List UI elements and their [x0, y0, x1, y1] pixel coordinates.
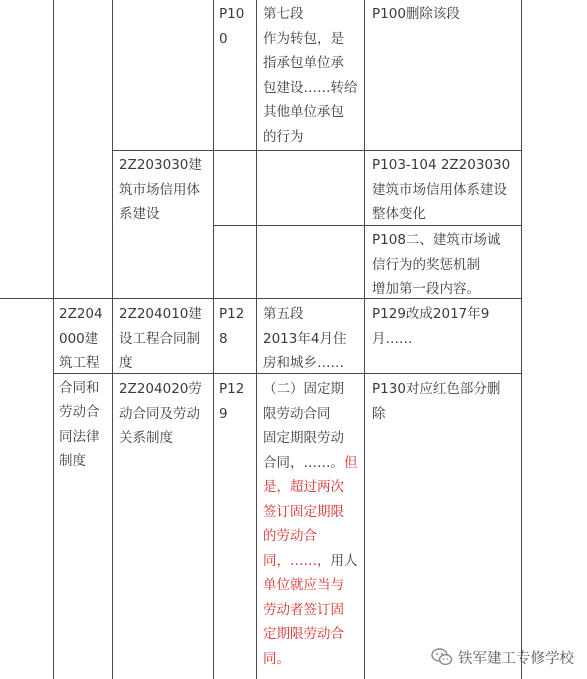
- cell-change-note: P103-104 2Z203030 建筑市场信用体系建设 整体变化: [372, 157, 511, 222]
- grid-line: [112, 0, 113, 679]
- cell-original-text: （二）固定期 限劳动合同 固定期限劳动 合同，……。但 是，超过两次 签订固定期限 的劳动合 同，……，用人 单位就应当与 劳动者签订固 定期限劳动合 同。: [263, 377, 358, 671]
- highlighted-text: 同，……，: [263, 552, 331, 569]
- highlighted-text: 签订固定期限: [263, 503, 344, 520]
- grid-line: [521, 0, 522, 679]
- grid-line: [364, 0, 365, 679]
- cell-section-code: 2Z203030建 筑市场信用体 系建设: [119, 157, 202, 222]
- cell-change-note: P129改成2017年9 月……: [372, 306, 490, 347]
- grid-line: [112, 150, 522, 151]
- highlighted-text: 但: [344, 454, 358, 471]
- cell-change-note: P108二、建筑市场诚 信行为的奖惩机制 增加第一段内容。: [372, 232, 501, 297]
- cell-section-code: 2Z204010建 设工程合同制 度: [119, 306, 202, 371]
- highlighted-text: 同。: [263, 650, 290, 667]
- cell-original-text: 第五段 2013年4月住 房和城乡……: [263, 306, 347, 371]
- cell-change-note: P130对应红色部分删 除: [372, 381, 501, 422]
- watermark: [430, 642, 574, 672]
- wechat-icon: [430, 645, 454, 669]
- cell-chapter-code: 2Z204 000建 筑工程 合同和 劳动合 同法律 制度: [59, 306, 103, 469]
- cell-page-ref: P12 9: [219, 381, 245, 422]
- cell-change-note: P100删除该段: [372, 6, 460, 22]
- grid-line: [213, 0, 214, 679]
- watermark-text: 铁军建工专修学校: [458, 650, 574, 667]
- highlighted-text: 是，超过两次: [263, 479, 344, 495]
- highlighted-text: 定期限劳动合: [263, 626, 344, 642]
- grid-line: [53, 0, 54, 679]
- grid-line: [256, 0, 257, 679]
- highlighted-text: 劳动者签订固: [263, 601, 344, 618]
- highlighted-text: 的劳动合: [263, 528, 317, 544]
- cell-original-text: 第七段 作为转包，是 指承包单位承 包建设……转给 其他单位承包 的行为: [263, 6, 358, 145]
- cell-section-code: 2Z204020劳 动合同及劳动 关系制度: [119, 381, 202, 446]
- cell-page-ref: P12 8: [219, 306, 245, 347]
- highlighted-text: 单位就应当与: [263, 577, 344, 593]
- cell-page-ref: P10 0: [219, 6, 245, 47]
